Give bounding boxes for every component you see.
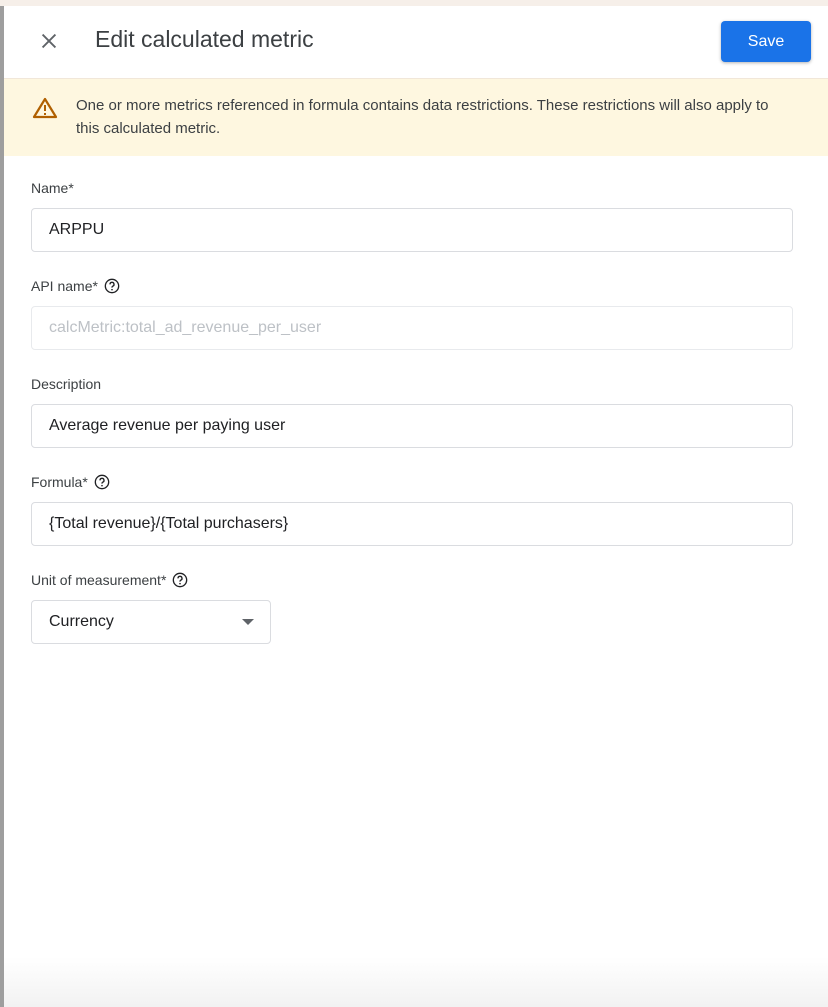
restriction-warning-banner [4,78,828,156]
warning-icon [32,97,58,119]
help-icon[interactable] [104,278,120,294]
panel-header [4,6,828,78]
unit-value: Currency [49,613,114,630]
formula-input[interactable] [31,502,793,546]
api-name-input [31,306,793,350]
formula-label: Formula* [31,474,88,490]
unit-select[interactable] [31,600,271,644]
unit-label: Unit of measurement* [31,572,167,588]
close-icon[interactable] [38,30,60,52]
bottom-shadow [4,957,828,1007]
help-icon[interactable] [94,474,110,490]
page-title: Edit calculated metric [95,26,314,52]
name-label: Name* [31,180,74,196]
name-value: ARPPU [49,221,105,238]
formula-value: {Total revenue}/{Total purchasers} [49,515,289,532]
description-input[interactable] [31,404,793,448]
save-button[interactable]: Save [721,21,811,62]
name-input[interactable] [31,208,793,252]
help-icon[interactable] [172,572,188,588]
description-label: Description [31,376,102,392]
api-name-placeholder: calcMetric:total_ad_revenue_per_user [49,319,322,336]
chevron-down-icon [242,619,254,625]
api-name-label: API name* [31,278,98,294]
warning-text: One or more metrics referenced in formula contains data restrictions. These restrictions will also apply to this calculated metric. [76,97,769,137]
description-value: Average revenue per paying user [49,417,286,434]
metric-form [4,178,828,644]
edit-metric-panel [4,6,828,1007]
